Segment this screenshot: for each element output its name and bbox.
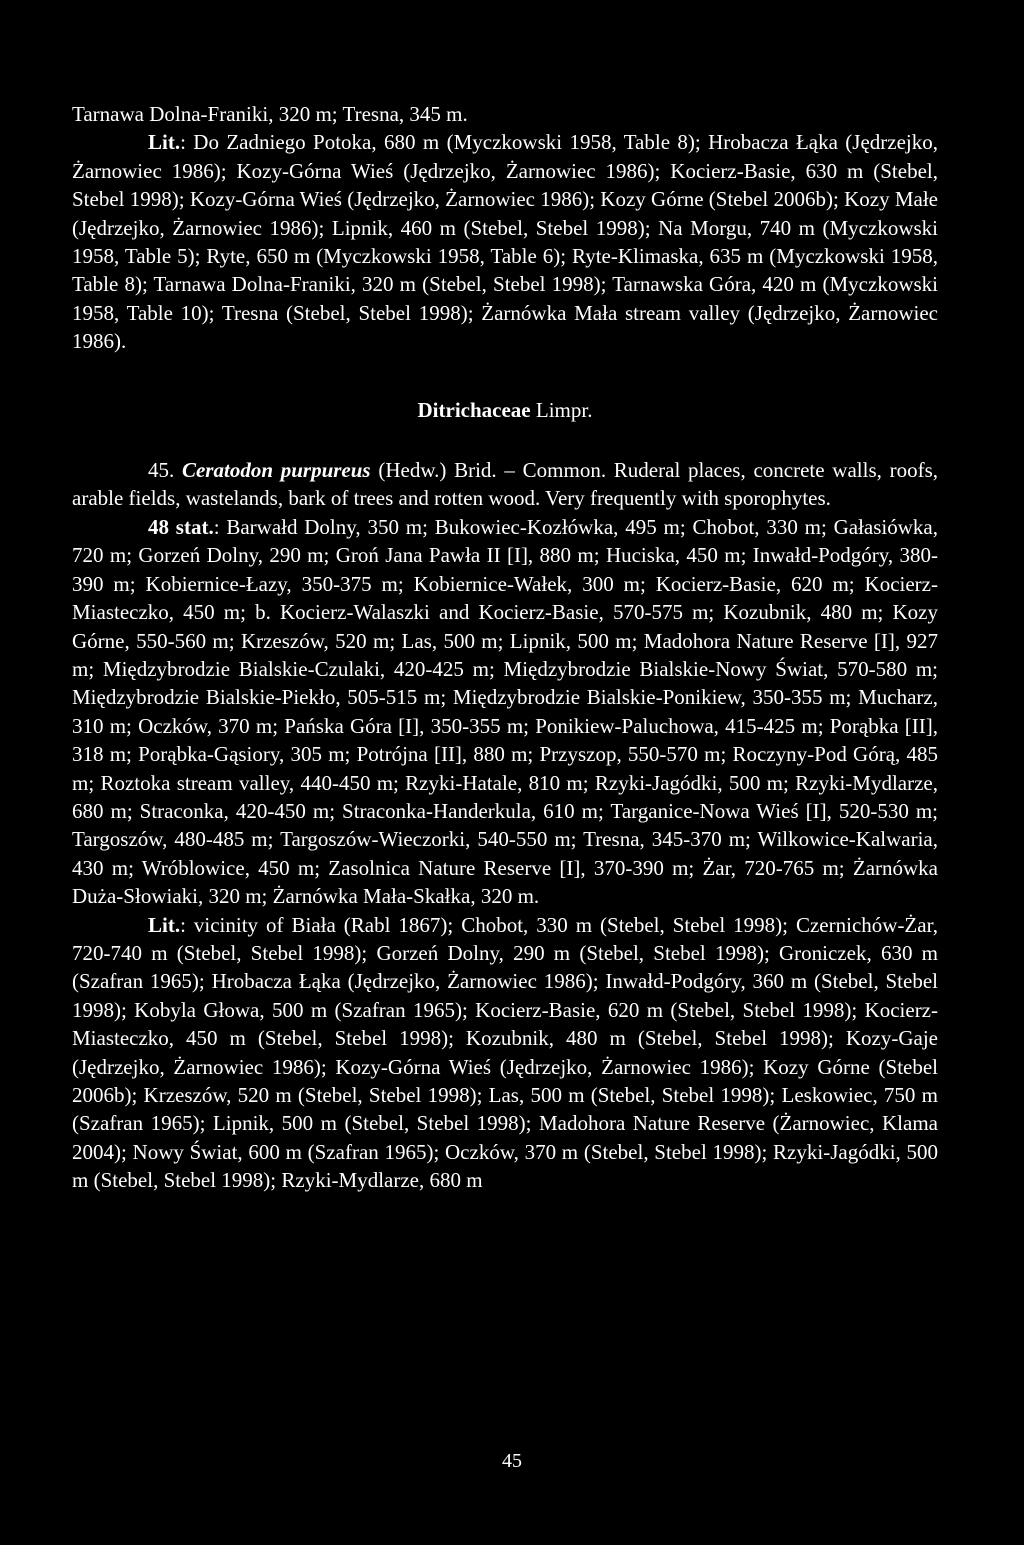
species-name: Ceratodon purpureus [181, 458, 371, 483]
page-number: 45 [502, 1450, 522, 1472]
lit-label: Lit. [148, 130, 181, 155]
lit2-text: : vicinity of Biała (Rabl 1867); Chobot, 330 m (Stebel, Stebel 1998); Czernichów-Żar, 720-740 m (Stebel, Stebel 1998); Gorzeń Dolny, 290 m (Stebel, Stebel 1998); Groniczek, 630 m (Szafran 1965); Hrobacza Łąka (Jędrzejko, Żarnowiec 1986); Inwałd-Podgóry, 360 m (Stebel, Stebel 1998); Kobyla Głowa, 500 m (Szafran 1965); Kocierz-Basie, 620 m (Stebel, Stebel 1998); Kocierz-Miasteczko, 450 m (Stebel, Stebel 1998); Kozubnik, 480 m (Stebel, Stebel 1998); Kozy-Gaje (Jędrzejko, Żarnowiec 1986); Kozy-Górna Wieś (Jędrzejko, Żarnowiec 1986); Kozy Górne (Stebel 2006b); Krzeszów, 520 m (Stebel, Stebel 1998); Las, 500 m (Stebel, Stebel 1998); Leskowiec, 750 m (Szafran 1965); Lipnik, 500 m (Stebel, Stebel 1998); Madohora Nature Reserve (Żarnowiec, Klama 2004); Nowy Świat, 600 m (Szafran 1965); Oczków, 370 m (Stebel, Stebel 1998); Rzyki-Jagódki, 500 m (Stebel, Stebel 1998); Rzyki-Mydlarze, 680 m [72, 912, 938, 1193]
lit-text: : Do Zadniego Potoka, 680 m (Myczkowski 1958, Table 8); Hrobacza Łąka (Jędrzejko, Żarnowiec 1986); Kozy-Górna Wieś (Jędrzejko, Żarnowiec 1986); Kocierz-Basie, 630 m (Stebel, Stebel 1998); Kozy-Górna Wieś (Jędrzejko, Żarnowiec 1986); Kozy Górne (Stebel 2006b); Kozy Małe (Jędrzejko, Żarnowiec 1986); Lipnik, 460 m (Stebel, Stebel 1998); Na Morgu, 740 m (Myczkowski 1958, Table 5); Ryte, 650 m (Myczkowski 1958, Table 6); Ryte-Klimaska, 635 m (Myczkowski 1958, Table 8); Tarnawa Dolna-Franiki, 320 m (Stebel, Stebel 1998); Tarnawska Góra, 420 m (Myczkowski 1958, Table 10); Tresna (Stebel, Stebel 1998); Żarnówka Mała stream valley (Jędrzejko, Żarnowiec 1986). [72, 130, 938, 354]
lit-paragraph [72, 911, 938, 1195]
species-number: 45. [148, 458, 175, 483]
species-description: – Common. Ruderal places, concrete walls, roofs, arable fields, wastelands, bark of trees and rotten wood. Very frequently with sporophytes. [72, 458, 939, 511]
paragraph-continued [72, 100, 938, 356]
family-name: Ditrichaceae [417, 397, 531, 422]
species-author: (Hedw.) Brid. [370, 458, 497, 483]
lit2-label: Lit. [148, 912, 181, 937]
page-body [72, 100, 938, 1195]
stat-label: 48 stat. [148, 514, 214, 539]
family-heading [72, 396, 938, 424]
family-author: Limpr. [530, 397, 593, 422]
species-entry [72, 456, 938, 513]
stat-paragraph [72, 513, 938, 911]
continued-line: Tarnawa Dolna-Franiki, 320 m; Tresna, 345 m. [72, 102, 468, 126]
stat-text: : Barwałd Dolny, 350 m; Bukowiec-Kozłówka, 495 m; Chobot, 330 m; Gałasiówka, 720 m; Gorzeń Dolny, 290 m; Groń Jana Pawła II [I], 880 m; Huciska, 450 m; Inwałd-Podgóry, 380-390 m; Kobiernice-Łazy, 350-375 m; Kobiernice-Wałek, 300 m; Kocierz-Basie, 620 m; Kocierz-Miasteczko, 450 m; b. Kocierz-Walaszki and Kocierz-Basie, 570-575 m; Kozubnik, 480 m; Kozy Górne, 550-560 m; Krzeszów, 520 m; Las, 500 m; Lipnik, 500 m; Madohora Nature Reserve [I], 927 m; Międzybrodzie Bialskie-Czulaki, 420-425 m; Międzybrodzie Bialskie-Nowy Świat, 570-580 m; Międzybrodzie Bialskie-Piekło, 505-515 m; Międzybrodzie Bialskie-Ponikiew, 350-355 m; Mucharz, 310 m; Oczków, 370 m; Pańska Góra [I], 350-355 m; Ponikiew-Paluchowa, 415-425 m; Porąbka [II], 318 m; Porąbka-Gąsiory, 305 m; Potrójna [II], 880 m; Przyszop, 550-570 m; Roczyny-Pod Górą, 485 m; Roztoka stream valley, 440-450 m; Rzyki-Hatale, 810 m; Rzyki-Jagódki, 500 m; Rzyki-Mydlarze, 680 m; Straconka, 420-450 m; Straconka-Handerkula, 610 m; Targanice-Nowa Wieś [I], 520-530 m; Targoszów, 480-485 m; Targoszów-Wieczorki, 540-550 m; Tresna, 345-370 m; Wilkowice-Kalwaria, 430 m; Wróblowice, 450 m; Zasolnica Nature Reserve [I], 370-390 m; Żar, 720-765 m; Żarnówka Duża-Słowiaki, 320 m; Żarnówka Mała-Skałka, 320 m. [72, 514, 938, 909]
